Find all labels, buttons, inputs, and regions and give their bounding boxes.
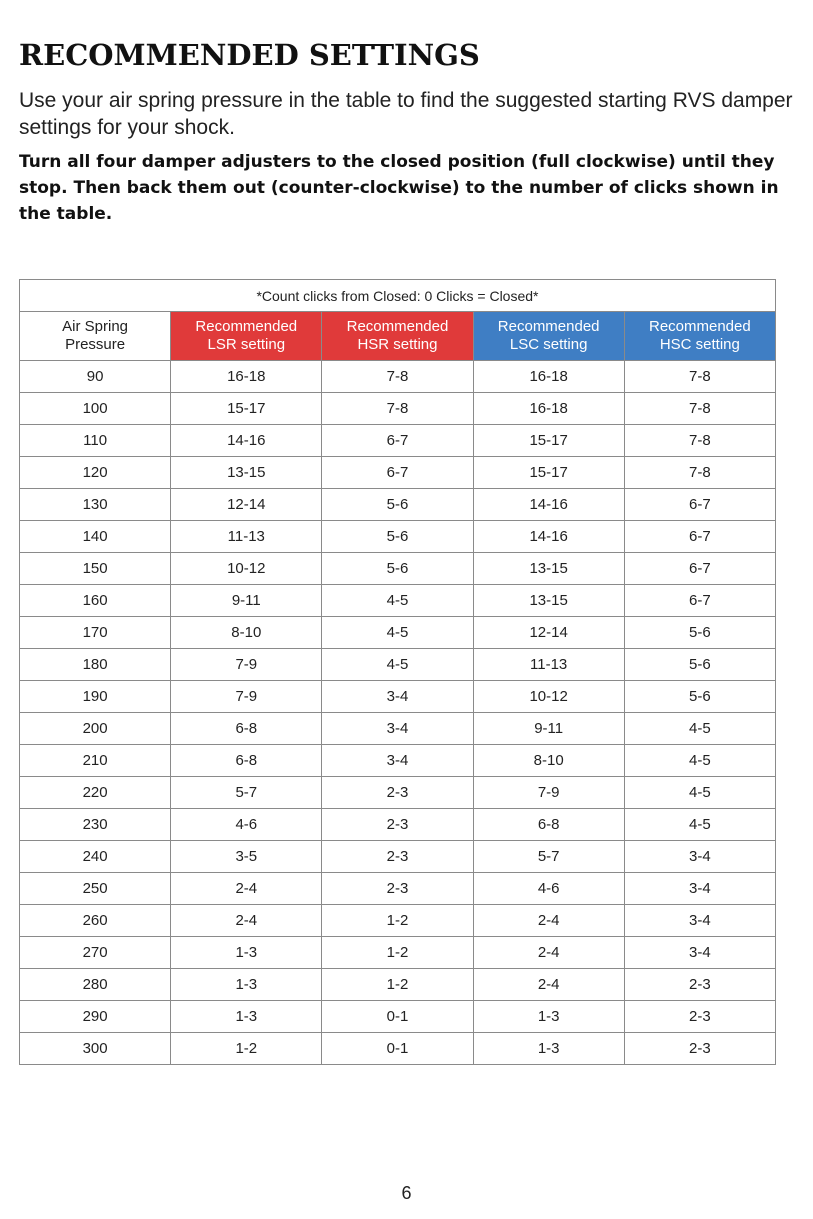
table-note-row xyxy=(20,280,776,312)
cell-hsc: 3-4 xyxy=(624,905,775,937)
cell-air-pressure: 160 xyxy=(20,585,171,617)
cell-lsr: 4-6 xyxy=(171,809,322,841)
cell-lsr: 1-3 xyxy=(171,937,322,969)
cell-hsc: 3-4 xyxy=(624,873,775,905)
header-label-line2: HSR setting xyxy=(357,336,438,353)
header-label-line1: Recommended xyxy=(195,318,298,335)
cell-lsc: 1-3 xyxy=(473,1033,624,1065)
header-label-line2: HSC setting xyxy=(659,336,740,353)
cell-hsc: 4-5 xyxy=(624,713,775,745)
cell-air-pressure: 120 xyxy=(20,457,171,489)
cell-hsc: 5-6 xyxy=(624,617,775,649)
table-note: *Count clicks from Closed: 0 Clicks = Closed* xyxy=(20,280,776,312)
cell-air-pressure: 280 xyxy=(20,969,171,1001)
table-row xyxy=(20,1033,776,1065)
cell-hsc: 2-3 xyxy=(624,1033,775,1065)
table-row xyxy=(20,617,776,649)
cell-hsr: 3-4 xyxy=(322,745,473,777)
cell-hsr: 7-8 xyxy=(322,361,473,393)
header-label-line1: Recommended xyxy=(346,318,449,335)
cell-lsc: 2-4 xyxy=(473,937,624,969)
cell-lsr: 1-3 xyxy=(171,1001,322,1033)
cell-lsr: 8-10 xyxy=(171,617,322,649)
table-row xyxy=(20,809,776,841)
cell-lsc: 1-3 xyxy=(473,1001,624,1033)
table-row xyxy=(20,457,776,489)
cell-hsr: 0-1 xyxy=(322,1001,473,1033)
cell-hsc: 2-3 xyxy=(624,1001,775,1033)
cell-lsr: 7-9 xyxy=(171,649,322,681)
cell-air-pressure: 170 xyxy=(20,617,171,649)
table-row xyxy=(20,489,776,521)
header-lsr-setting xyxy=(171,312,322,361)
cell-air-pressure: 290 xyxy=(20,1001,171,1033)
cell-hsr: 4-5 xyxy=(322,617,473,649)
cell-air-pressure: 110 xyxy=(20,425,171,457)
cell-lsc: 15-17 xyxy=(473,425,624,457)
cell-lsc: 10-12 xyxy=(473,681,624,713)
cell-lsc: 15-17 xyxy=(473,457,624,489)
cell-lsc: 5-7 xyxy=(473,841,624,873)
cell-hsr: 5-6 xyxy=(322,521,473,553)
cell-hsr: 3-4 xyxy=(322,713,473,745)
cell-hsr: 6-7 xyxy=(322,425,473,457)
cell-air-pressure: 140 xyxy=(20,521,171,553)
cell-lsr: 6-8 xyxy=(171,745,322,777)
settings-table xyxy=(19,279,776,1065)
table-row xyxy=(20,777,776,809)
cell-lsr: 1-2 xyxy=(171,1033,322,1065)
table-row xyxy=(20,681,776,713)
cell-lsr: 11-13 xyxy=(171,521,322,553)
cell-hsc: 7-8 xyxy=(624,457,775,489)
header-label-line2: Pressure xyxy=(65,336,126,353)
cell-hsc: 4-5 xyxy=(624,777,775,809)
header-label-line2: LSC setting xyxy=(509,336,588,353)
cell-lsr: 12-14 xyxy=(171,489,322,521)
table-row xyxy=(20,745,776,777)
table-row xyxy=(20,553,776,585)
table-row xyxy=(20,969,776,1001)
cell-air-pressure: 130 xyxy=(20,489,171,521)
table-row xyxy=(20,649,776,681)
page-title: RECOMMENDED SETTINGS xyxy=(19,38,480,72)
cell-hsr: 1-2 xyxy=(322,969,473,1001)
table-header-row xyxy=(20,312,776,361)
cell-hsc: 4-5 xyxy=(624,745,775,777)
cell-lsc: 12-14 xyxy=(473,617,624,649)
cell-hsc: 5-6 xyxy=(624,681,775,713)
cell-lsr: 9-11 xyxy=(171,585,322,617)
cell-hsr: 2-3 xyxy=(322,809,473,841)
cell-hsc: 3-4 xyxy=(624,841,775,873)
cell-hsr: 4-5 xyxy=(322,585,473,617)
cell-lsr: 6-8 xyxy=(171,713,322,745)
cell-lsr: 2-4 xyxy=(171,873,322,905)
cell-air-pressure: 190 xyxy=(20,681,171,713)
cell-air-pressure: 300 xyxy=(20,1033,171,1065)
table-row xyxy=(20,361,776,393)
cell-lsr: 10-12 xyxy=(171,553,322,585)
cell-air-pressure: 150 xyxy=(20,553,171,585)
header-label-line1: Air Spring xyxy=(62,318,129,335)
cell-hsc: 6-7 xyxy=(624,521,775,553)
cell-lsc: 6-8 xyxy=(473,809,624,841)
cell-hsr: 5-6 xyxy=(322,489,473,521)
table-row xyxy=(20,521,776,553)
table-row xyxy=(20,841,776,873)
cell-lsc: 9-11 xyxy=(473,713,624,745)
cell-lsc: 2-4 xyxy=(473,969,624,1001)
cell-air-pressure: 90 xyxy=(20,361,171,393)
cell-hsr: 2-3 xyxy=(322,873,473,905)
cell-air-pressure: 240 xyxy=(20,841,171,873)
cell-hsc: 7-8 xyxy=(624,393,775,425)
cell-hsc: 7-8 xyxy=(624,361,775,393)
cell-hsc: 7-8 xyxy=(624,425,775,457)
cell-hsr: 5-6 xyxy=(322,553,473,585)
cell-lsc: 8-10 xyxy=(473,745,624,777)
cell-lsc: 14-16 xyxy=(473,521,624,553)
table-row xyxy=(20,713,776,745)
cell-hsc: 3-4 xyxy=(624,937,775,969)
header-label-line1: Recommended xyxy=(648,318,751,335)
cell-hsr: 2-3 xyxy=(322,841,473,873)
cell-hsr: 2-3 xyxy=(322,777,473,809)
cell-air-pressure: 200 xyxy=(20,713,171,745)
cell-hsc: 5-6 xyxy=(624,649,775,681)
header-label-line1: Recommended xyxy=(497,318,600,335)
cell-lsc: 16-18 xyxy=(473,361,624,393)
cell-lsc: 4-6 xyxy=(473,873,624,905)
table-row xyxy=(20,937,776,969)
cell-lsc: 11-13 xyxy=(473,649,624,681)
cell-hsr: 4-5 xyxy=(322,649,473,681)
table-row xyxy=(20,425,776,457)
cell-hsc: 4-5 xyxy=(624,809,775,841)
cell-air-pressure: 250 xyxy=(20,873,171,905)
cell-lsr: 3-5 xyxy=(171,841,322,873)
cell-hsr: 0-1 xyxy=(322,1033,473,1065)
cell-air-pressure: 220 xyxy=(20,777,171,809)
cell-hsc: 6-7 xyxy=(624,553,775,585)
header-lsc-setting xyxy=(473,312,624,361)
page-number: 6 xyxy=(401,1183,412,1203)
cell-air-pressure: 260 xyxy=(20,905,171,937)
cell-hsr: 3-4 xyxy=(322,681,473,713)
table-body xyxy=(20,361,776,1065)
cell-lsc: 7-9 xyxy=(473,777,624,809)
intro-text: Use your air spring pressure in the table to find the suggested starting RVS damper settings for your shock. xyxy=(19,89,793,139)
cell-lsc: 13-15 xyxy=(473,553,624,585)
cell-air-pressure: 210 xyxy=(20,745,171,777)
cell-lsr: 13-15 xyxy=(171,457,322,489)
cell-hsr: 7-8 xyxy=(322,393,473,425)
header-hsc-setting xyxy=(624,312,775,361)
cell-lsr: 5-7 xyxy=(171,777,322,809)
cell-air-pressure: 230 xyxy=(20,809,171,841)
cell-hsc: 6-7 xyxy=(624,585,775,617)
cell-lsr: 2-4 xyxy=(171,905,322,937)
cell-air-pressure: 100 xyxy=(20,393,171,425)
header-hsr-setting xyxy=(322,312,473,361)
cell-hsc: 6-7 xyxy=(624,489,775,521)
instructions-text: Turn all four damper adjusters to the closed position (full clockwise) until they stop. Then back them out (counter-clockwise) to the number of clicks shown in the table. xyxy=(19,152,779,224)
header-label-line2: LSR setting xyxy=(207,336,286,353)
cell-lsr: 14-16 xyxy=(171,425,322,457)
table-row xyxy=(20,905,776,937)
table-row xyxy=(20,873,776,905)
cell-lsc: 13-15 xyxy=(473,585,624,617)
cell-hsr: 1-2 xyxy=(322,905,473,937)
cell-lsr: 7-9 xyxy=(171,681,322,713)
header-air-spring-pressure xyxy=(20,312,171,361)
cell-lsr: 15-17 xyxy=(171,393,322,425)
table-row xyxy=(20,585,776,617)
cell-air-pressure: 270 xyxy=(20,937,171,969)
cell-hsc: 2-3 xyxy=(624,969,775,1001)
cell-air-pressure: 180 xyxy=(20,649,171,681)
table-row xyxy=(20,393,776,425)
cell-lsr: 1-3 xyxy=(171,969,322,1001)
table-row xyxy=(20,1001,776,1033)
cell-lsr: 16-18 xyxy=(171,361,322,393)
cell-hsr: 6-7 xyxy=(322,457,473,489)
cell-lsc: 16-18 xyxy=(473,393,624,425)
cell-hsr: 1-2 xyxy=(322,937,473,969)
cell-lsc: 14-16 xyxy=(473,489,624,521)
cell-lsc: 2-4 xyxy=(473,905,624,937)
